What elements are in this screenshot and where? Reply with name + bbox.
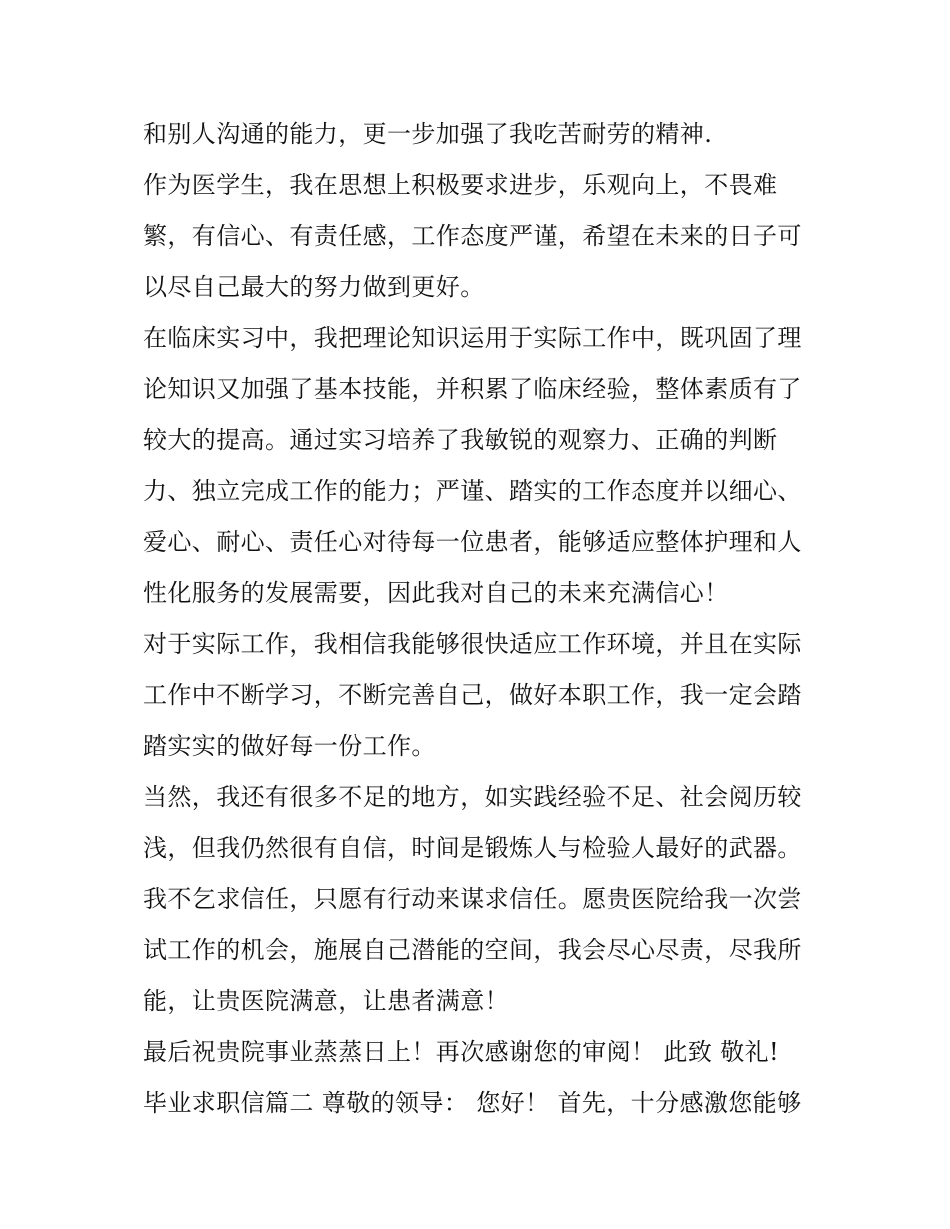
text-line: 能，让贵医院满意，让患者满意！	[143, 987, 509, 1015]
text-line: 性化服务的发展需要，因此我对自己的未来充满信心！	[143, 579, 729, 607]
text-line: 论知识又加强了基本技能，并积累了临床经验，整体素质有了	[143, 375, 802, 403]
text-line: 在临床实习中，我把理论知识运用于实际工作中，既巩固了理	[143, 324, 802, 352]
text-line: 最后祝贵院事业蒸蒸日上！再次感谢您的审阅！ 此致 敬礼!	[143, 1038, 780, 1066]
body-text	[143, 109, 823, 1129]
text-line: 以尽自己最大的努力做到更好。	[143, 273, 485, 301]
text-line: 当然，我还有很多不足的地方，如实践经验不足、社会阅历较	[143, 783, 802, 811]
text-line: 工作中不断学习，不断完善自己，做好本职工作，我一定会踏	[143, 681, 802, 709]
text-line: 和别人沟通的能力，更一步加强了我吃苦耐劳的精神.	[143, 120, 713, 148]
text-line: 浅，但我仍然很有自信，时间是锻炼人与检验人最好的武器。	[143, 834, 802, 862]
text-line: 对于实际工作，我相信我能够很快适应工作环境，并且在实际	[143, 630, 802, 658]
text-line: 毕业求职信篇二 尊敬的领导： 您好！ 首先，十分感激您能够	[143, 1089, 802, 1117]
text-line: 力、独立完成工作的能力；严谨、踏实的工作态度并以细心、	[143, 477, 802, 505]
text-line: 我不乞求信任，只愿有行动来谋求信任。愿贵医院给我一次尝	[143, 885, 802, 913]
text-line: 爱心、耐心、责任心对待每一位患者，能够适应整体护理和人	[143, 528, 802, 556]
text-line: 繁，有信心、有责任感，工作态度严谨，希望在未来的日子可	[143, 222, 802, 250]
text-line: 作为医学生，我在思想上积极要求进步，乐观向上，不畏难	[143, 171, 778, 199]
text-line: 较大的提高。通过实习培养了我敏锐的观察力、正确的判断	[143, 426, 778, 454]
text-line: 试工作的机会，施展自己潜能的空间，我会尽心尽责，尽我所	[143, 936, 802, 964]
text-line: 踏实实的做好每一份工作。	[143, 732, 436, 760]
